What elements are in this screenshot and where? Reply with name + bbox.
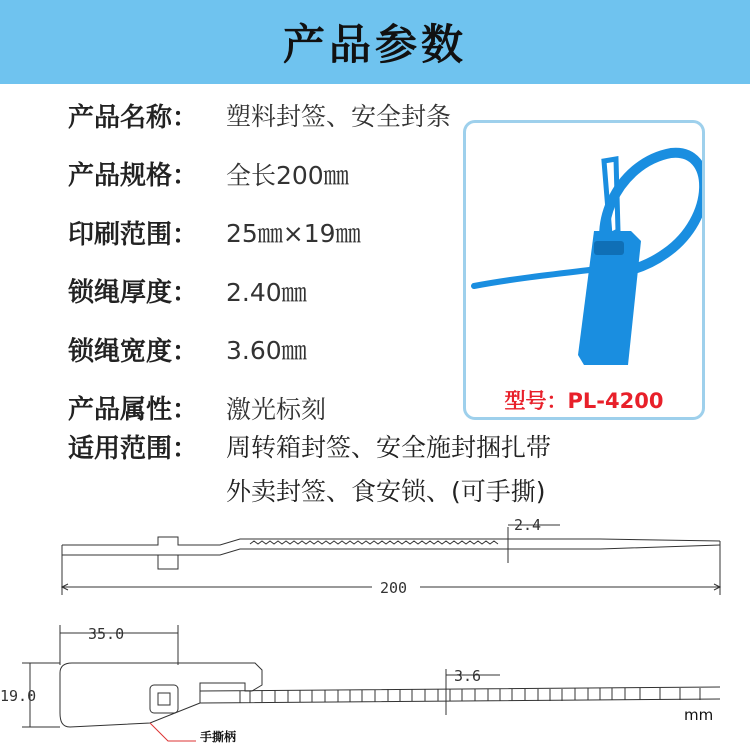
page-title: 产品参数 (282, 20, 467, 69)
spec-label: 产品属性： (68, 395, 199, 426)
spec-label: 产品规格： (68, 161, 199, 192)
usage-line-1: 周转箱封签、安全施封捆扎带 (226, 433, 552, 462)
spec-value: 激光标刻 (226, 394, 327, 424)
spec-label: 锁绳宽度： (68, 336, 199, 367)
spec-value: 3.60㎜ (226, 336, 307, 366)
strap-width-dimension: 3.6 (454, 667, 482, 685)
spec-label: 锁绳厚度： (68, 278, 199, 309)
tear-handle-label: 手撕柄 (200, 730, 237, 744)
spec-value: 全长200㎜ (226, 160, 349, 190)
usage-line-2: 外卖封签、食安锁、(可手撕) (226, 477, 546, 506)
spec-label: 产品名称： (68, 102, 199, 133)
spec-row (68, 145, 451, 204)
technical-drawing (0, 505, 750, 750)
head-length-dimension: 35.0 (88, 625, 125, 643)
spec-row (68, 262, 451, 321)
spec-label: 印刷范围： (68, 219, 199, 250)
thickness-dimension: 2.4 (514, 516, 542, 534)
unit-label: mm (684, 706, 714, 724)
spec-row (68, 320, 451, 379)
seal-product-image (466, 123, 702, 383)
total-length-dimension: 200 (380, 579, 408, 597)
spec-row (68, 203, 451, 262)
spec-value: 塑料封签、安全封条 (226, 102, 452, 132)
header-banner (0, 0, 750, 84)
usage-label: 适用范围： (68, 434, 199, 464)
model-label: 型号：PL-4200 (504, 389, 664, 413)
spec-value: 2.40㎜ (226, 277, 307, 307)
head-height-dimension: 19.0 (0, 687, 37, 705)
spec-value: 25㎜×19㎜ (226, 219, 361, 249)
product-photo-frame (463, 120, 705, 420)
spec-list (68, 86, 451, 437)
spec-row (68, 86, 451, 145)
